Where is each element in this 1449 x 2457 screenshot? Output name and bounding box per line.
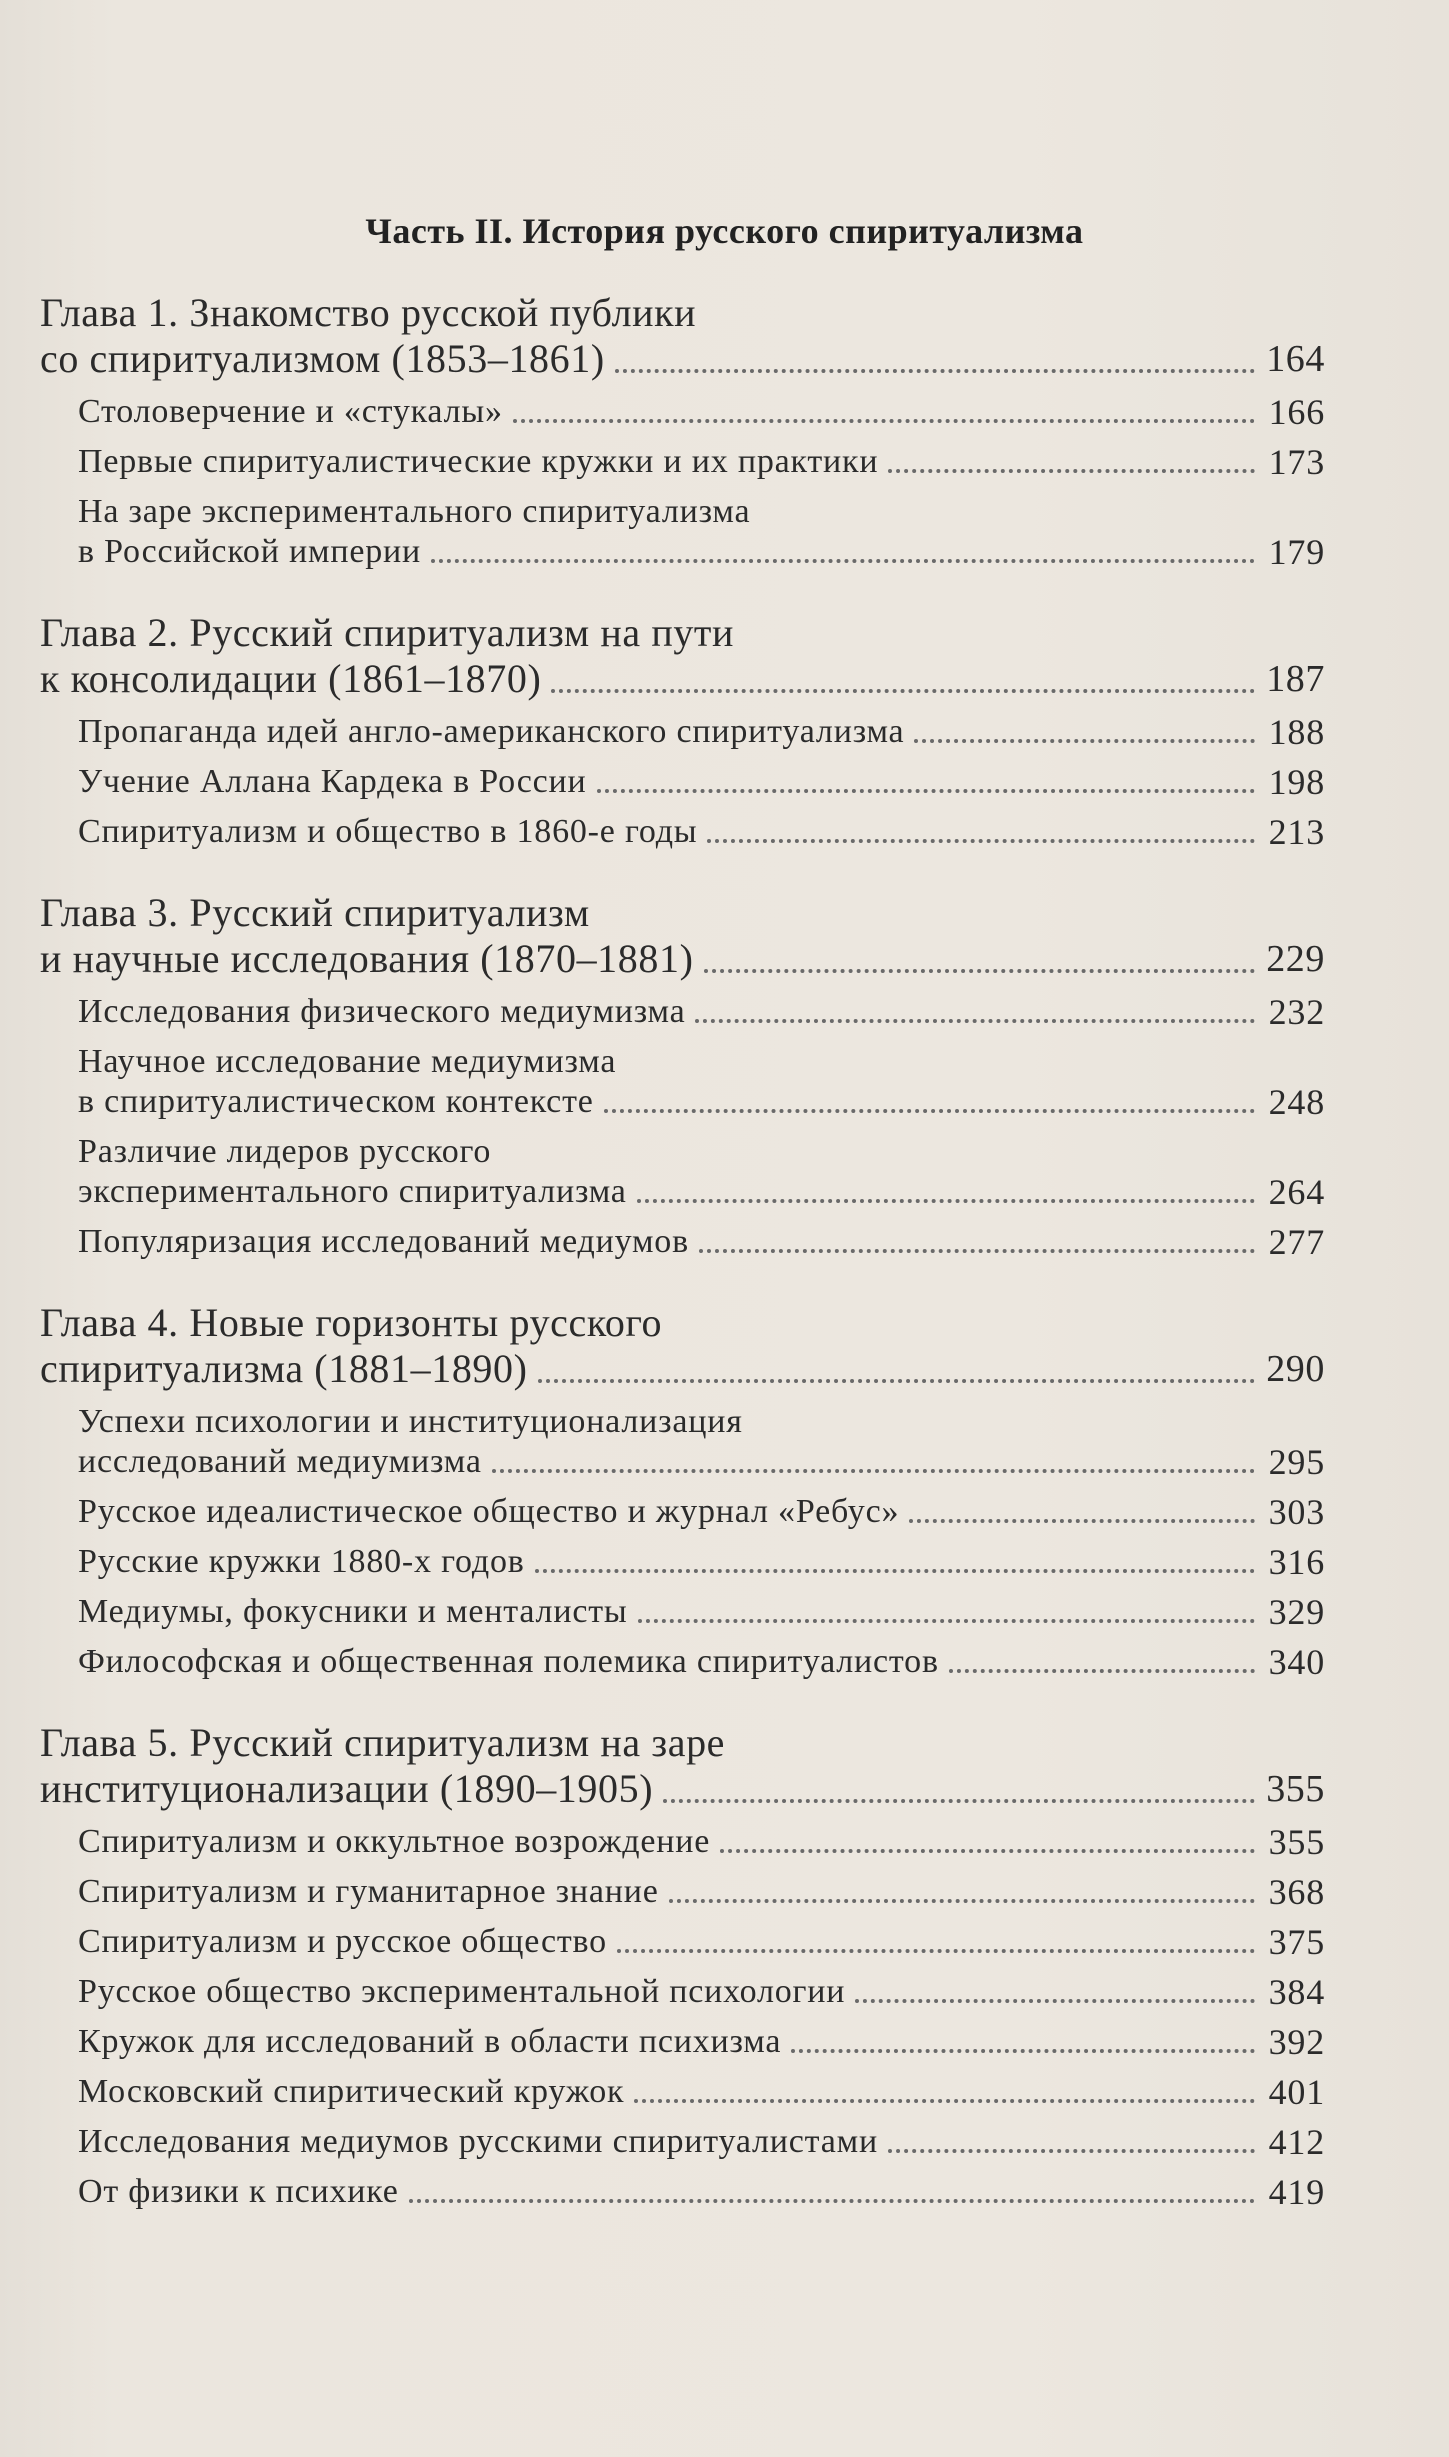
chapter-title-line2: и научные исследования (1870–1881) — [40, 936, 694, 981]
section-title: Спиритуализм и русское общество — [78, 1923, 607, 1960]
toc-section — [40, 1822, 1325, 1862]
dot-leader — [663, 1798, 1255, 1803]
dot-leader — [634, 2098, 1255, 2103]
section-title-row — [40, 2022, 1325, 2062]
section-title: Спиритуализм и общество в 1860-е годы — [78, 813, 698, 850]
dot-leader — [791, 2048, 1255, 2053]
toc-section — [40, 1872, 1325, 1912]
section-title-row — [40, 532, 1325, 572]
chapter-page-number: 229 — [1266, 938, 1325, 980]
chapter-title-row — [40, 1766, 1325, 1812]
section-title: в Российской империи — [78, 533, 422, 570]
section-page-number: 179 — [1268, 532, 1325, 572]
section-title-row — [40, 1542, 1325, 1582]
dot-leader — [888, 2148, 1255, 2153]
chapter-page-number: 187 — [1266, 658, 1325, 700]
section-title: Русское идеалистическое общество и журнал «Ребус» — [78, 1493, 900, 1530]
dot-leader — [704, 968, 1255, 973]
toc-chapter — [40, 1720, 1325, 2212]
toc-chapter — [40, 890, 1325, 1262]
dot-leader — [638, 1618, 1255, 1623]
toc-section — [40, 492, 1325, 572]
section-title-line1: Научное исследование медиумизма — [78, 1043, 617, 1080]
section-page-number: 166 — [1268, 392, 1325, 432]
chapter-title-row — [40, 656, 1325, 702]
dot-leader — [551, 688, 1255, 693]
section-title: Первые спиритуалистические кружки и их практики — [78, 443, 879, 480]
section-title-row — [40, 1872, 1325, 1912]
toc-section — [40, 1542, 1325, 1582]
toc-section — [40, 992, 1325, 1032]
section-title-row — [40, 2072, 1325, 2112]
toc-section — [40, 1922, 1325, 1962]
section-page-number: 368 — [1268, 1872, 1325, 1912]
dot-leader — [699, 1248, 1255, 1253]
chapter-title-line1: Глава 3. Русский спиритуализм — [40, 890, 590, 935]
chapter-page-number: 164 — [1266, 338, 1325, 380]
section-title: Русские кружки 1880-х годов — [78, 1543, 525, 1580]
section-title-row — [40, 762, 1325, 802]
section-page-number: 419 — [1268, 2172, 1325, 2212]
dot-leader — [707, 838, 1255, 843]
section-page-number: 213 — [1268, 812, 1325, 852]
section-page-number: 295 — [1268, 1442, 1325, 1482]
section-title: Философская и общественная полемика спиритуалистов — [78, 1643, 939, 1680]
toc-section — [40, 1402, 1325, 1482]
section-page-number: 375 — [1268, 1922, 1325, 1962]
section-page-number: 401 — [1268, 2072, 1325, 2112]
dot-leader — [409, 2198, 1255, 2203]
section-title-row — [40, 1222, 1325, 1262]
chapter-title-line1: Глава 5. Русский спиритуализм на заре — [40, 1720, 726, 1765]
toc-section — [40, 1592, 1325, 1632]
toc-section — [40, 2172, 1325, 2212]
dot-leader — [535, 1568, 1255, 1573]
chapter-title-line1: Глава 1. Знакомство русской публики — [40, 290, 697, 335]
section-title: исследований медиумизма — [78, 1443, 482, 1480]
section-title-row — [40, 442, 1325, 482]
dot-leader — [637, 1198, 1255, 1203]
chapter-title-line1: Глава 2. Русский спиритуализм на пути — [40, 610, 735, 655]
section-title: Исследования медиумов русскими спиритуалистами — [78, 2123, 878, 2160]
toc-section — [40, 2072, 1325, 2112]
section-title-row — [40, 1922, 1325, 1962]
section-title-row — [40, 1972, 1325, 2012]
toc-section — [40, 1642, 1325, 1682]
toc-chapter — [40, 610, 1325, 852]
section-title-line1: Различие лидеров русского — [78, 1133, 492, 1170]
section-title-row — [40, 992, 1325, 1032]
section-page-number: 412 — [1268, 2122, 1325, 2162]
chapter-title-row — [40, 1346, 1325, 1392]
toc-chapter — [40, 290, 1325, 572]
dot-leader — [513, 418, 1255, 423]
chapter-title-line1: Глава 4. Новые горизонты русского — [40, 1300, 663, 1345]
section-title: Медиумы, фокусники и менталисты — [78, 1593, 628, 1630]
section-title: Московский спиритический кружок — [78, 2073, 625, 2110]
section-title: Популяризация исследований медиумов — [78, 1223, 689, 1260]
section-title: Учение Аллана Кардека в России — [78, 763, 587, 800]
toc-section — [40, 392, 1325, 432]
section-title: Кружок для исследований в области психизма — [78, 2023, 782, 2060]
section-title-line1: На заре экспериментального спиритуализма — [78, 493, 751, 530]
dot-leader — [617, 1948, 1255, 1953]
toc-section — [40, 442, 1325, 482]
toc-section — [40, 2022, 1325, 2062]
toc-section — [40, 1492, 1325, 1532]
dot-leader — [914, 738, 1255, 743]
section-title: Русское общество экспериментальной психологии — [78, 1973, 846, 2010]
section-title-row — [40, 1642, 1325, 1682]
section-title-row — [40, 1492, 1325, 1532]
dot-leader — [855, 1998, 1255, 2003]
section-title: в спиритуалистическом контексте — [78, 1083, 594, 1120]
section-title-row — [40, 1082, 1325, 1122]
section-page-number: 355 — [1268, 1822, 1325, 1862]
section-title: Исследования физического медиумизма — [78, 993, 686, 1030]
section-title: Столоверчение и «стукалы» — [78, 393, 503, 430]
section-title: От физики к психике — [78, 2173, 399, 2210]
dot-leader — [604, 1108, 1255, 1113]
section-title-row — [40, 1592, 1325, 1632]
section-page-number: 188 — [1268, 712, 1325, 752]
dot-leader — [615, 368, 1255, 373]
section-page-number: 340 — [1268, 1642, 1325, 1682]
dot-leader — [669, 1898, 1255, 1903]
section-title-row — [40, 1442, 1325, 1482]
section-page-number: 248 — [1268, 1082, 1325, 1122]
toc-section — [40, 762, 1325, 802]
chapter-title-line2: институционализации (1890–1905) — [40, 1766, 654, 1811]
chapter-title-line2: спиритуализма (1881–1890) — [40, 1346, 528, 1391]
toc-section — [40, 1222, 1325, 1262]
dot-leader — [431, 558, 1255, 563]
chapter-title-row — [40, 336, 1325, 382]
section-page-number: 232 — [1268, 992, 1325, 1032]
part-title: Часть II. История русского спиритуализма — [365, 211, 1084, 251]
chapter-title-row — [40, 936, 1325, 982]
section-title-line1: Успехи психологии и институционализация — [78, 1403, 743, 1440]
chapter-page-number: 290 — [1266, 1348, 1325, 1390]
dot-leader — [888, 468, 1255, 473]
dot-leader — [695, 1018, 1255, 1023]
section-page-number: 173 — [1268, 442, 1325, 482]
dot-leader — [492, 1468, 1255, 1473]
section-title-row — [40, 712, 1325, 752]
section-page-number: 316 — [1268, 1542, 1325, 1582]
section-title: экспериментального спиритуализма — [78, 1173, 627, 1210]
toc-section — [40, 1042, 1325, 1122]
section-title: Спиритуализм и гуманитарное знание — [78, 1873, 659, 1910]
dot-leader — [538, 1378, 1255, 1383]
section-page-number: 384 — [1268, 1972, 1325, 2012]
dot-leader — [949, 1668, 1255, 1673]
section-title-row — [40, 1172, 1325, 1212]
section-page-number: 329 — [1268, 1592, 1325, 1632]
toc-section — [40, 712, 1325, 752]
toc-section — [40, 1132, 1325, 1212]
section-title-row — [40, 812, 1325, 852]
toc-chapter — [40, 1300, 1325, 1682]
section-page-number: 392 — [1268, 2022, 1325, 2062]
section-title: Пропаганда идей англо-американского спиритуализма — [78, 713, 905, 750]
dot-leader — [720, 1848, 1255, 1853]
chapter-title-line2: со спиритуализмом (1853–1861) — [40, 336, 605, 381]
section-page-number: 277 — [1268, 1222, 1325, 1262]
section-title: Спиритуализм и оккультное возрождение — [78, 1823, 711, 1860]
dot-leader — [909, 1518, 1255, 1523]
section-title-row — [40, 392, 1325, 432]
chapter-page-number: 355 — [1266, 1768, 1325, 1810]
section-title-row — [40, 2172, 1325, 2212]
toc-section — [40, 2122, 1325, 2162]
section-title-row — [40, 1822, 1325, 1862]
section-title-row — [40, 2122, 1325, 2162]
table-of-contents — [40, 290, 1325, 2250]
toc-section — [40, 1972, 1325, 2012]
section-page-number: 264 — [1268, 1172, 1325, 1212]
toc-section — [40, 812, 1325, 852]
section-page-number: 303 — [1268, 1492, 1325, 1532]
chapter-title-line2: к консолидации (1861–1870) — [40, 656, 542, 701]
dot-leader — [597, 788, 1256, 793]
section-page-number: 198 — [1268, 762, 1325, 802]
